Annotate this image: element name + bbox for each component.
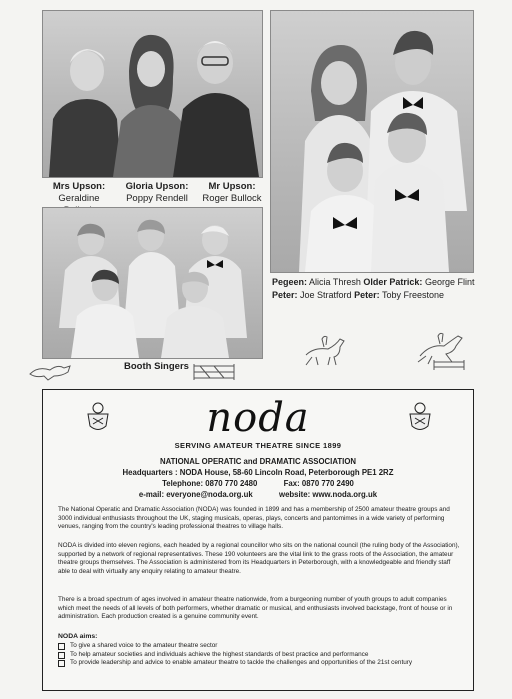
- actor-name: Alicia Thresh: [309, 277, 361, 287]
- aim-text: To give a shared voice to the amateur theatre sector: [70, 642, 218, 649]
- caption-family-line-1: [272, 276, 482, 288]
- role-label: Peter:: [272, 290, 298, 300]
- aim-item: [58, 651, 462, 660]
- booth-singers-figures: [43, 208, 262, 358]
- booth-singers-label: Booth Singers: [124, 361, 189, 372]
- family-cast-figures: [271, 11, 473, 272]
- role-label: Mr Upson:: [208, 181, 256, 192]
- fox-sketch-icon: [28, 360, 74, 382]
- role-label: Older Patrick:: [363, 277, 423, 287]
- checkbox-icon: [58, 652, 65, 659]
- actor-name: Roger Bullock: [202, 193, 262, 204]
- website: website: www.noda.org.uk: [279, 490, 378, 499]
- aim-item: [58, 659, 462, 668]
- telephone: Telephone: 0870 770 2480: [162, 479, 258, 488]
- noda-info-box: [42, 389, 474, 691]
- association-name: NATIONAL OPERATIC and DRAMATIC ASSOCIATION: [159, 457, 357, 466]
- role-label: Peter:: [354, 290, 380, 300]
- fence-sketch-icon: [190, 360, 238, 382]
- caption-family-line-2: [272, 289, 482, 301]
- headquarters-address: Headquarters : NODA House, 58-60 Lincoln Road, Peterborough PE1 2RZ: [122, 468, 394, 477]
- caption-mr-upson: [196, 181, 268, 205]
- role-label: Gloria Upson:: [125, 181, 189, 192]
- actor-name: George Flint: [424, 277, 475, 287]
- photo-booth-singers: [42, 207, 263, 359]
- noda-aims-title: NODA aims:: [58, 633, 98, 640]
- noda-aims-list: [58, 642, 462, 668]
- actor-name: Joe Stratford: [300, 290, 352, 300]
- noda-paragraph-about: The National Operatic and Dramatic Association (NODA) was founded in 1899 and has a membership of 2500 amateur theatre groups and 3000 individual enthusiasts throughout the UK, staging musicals, operas, plays, concerts and pantomimes in a wide variety of performing venues, ranging from the country's leading professional theatres to village halls.: [58, 506, 450, 531]
- actor-name: Poppy Rendell: [126, 193, 188, 204]
- noda-contact-block: [43, 456, 473, 500]
- role-label: Pegeen:: [272, 277, 308, 287]
- checkbox-icon: [58, 643, 65, 650]
- horse-jump-sketch-icon: [414, 332, 468, 372]
- email: e-mail: everyone@noda.org.uk: [138, 490, 253, 499]
- upson-family-figures: [43, 11, 262, 177]
- photo-upson-family: [42, 10, 263, 178]
- noda-logo: noda: [206, 395, 310, 441]
- role-label: Mrs Upson:: [52, 181, 106, 192]
- caption-gloria-upson: [118, 181, 196, 205]
- email-web-line: [43, 489, 473, 500]
- aim-text: To provide leadership and advice to enable amateur theatre to tackle the challenges and opportunities of the 21st century: [70, 659, 413, 667]
- actor-name: Geraldine: [58, 193, 100, 204]
- noda-paragraph-ages: There is a broad spectrum of ages involved in amateur theatre nationwide, from a burgeoning number of youth groups to adult companies which meet the needs of all levels of both performers, whether dramatic or musical, and enthusiasts involved backstage, front of house or in administration. Each production created is a genuine community event.: [58, 596, 453, 621]
- caption-booth-singers: [124, 361, 189, 373]
- photo-family-cast: [270, 10, 474, 273]
- aim-item: [58, 642, 462, 651]
- fax: Fax: 0870 770 2490: [283, 479, 354, 488]
- noda-tagline: SERVING AMATEUR THEATRE SINCE 1899: [174, 441, 342, 450]
- actor-name: Toby Freestone: [381, 290, 444, 300]
- aim-text: To help amateur societies and individuals achieve the highest standards of best practice and performance: [70, 650, 369, 658]
- horse-rider-sketch-icon: [300, 333, 350, 369]
- checkbox-icon: [58, 660, 65, 667]
- phone-fax-line: [43, 478, 473, 489]
- noda-paragraph-regions: NODA is divided into eleven regions, each headed by a regional councillor who sits on the national council (the ruling body of the Association), supported by a network of regional representatives. These 190 volunteers are the vital link to the grass roots of the Association, the amateur theatre groups themselves. The Association is administered from its Headquarters in Peterborough, with a knowledgeable and friendly staff able to deal with virtually any enquiry relating to amateur theatre.: [58, 542, 460, 575]
